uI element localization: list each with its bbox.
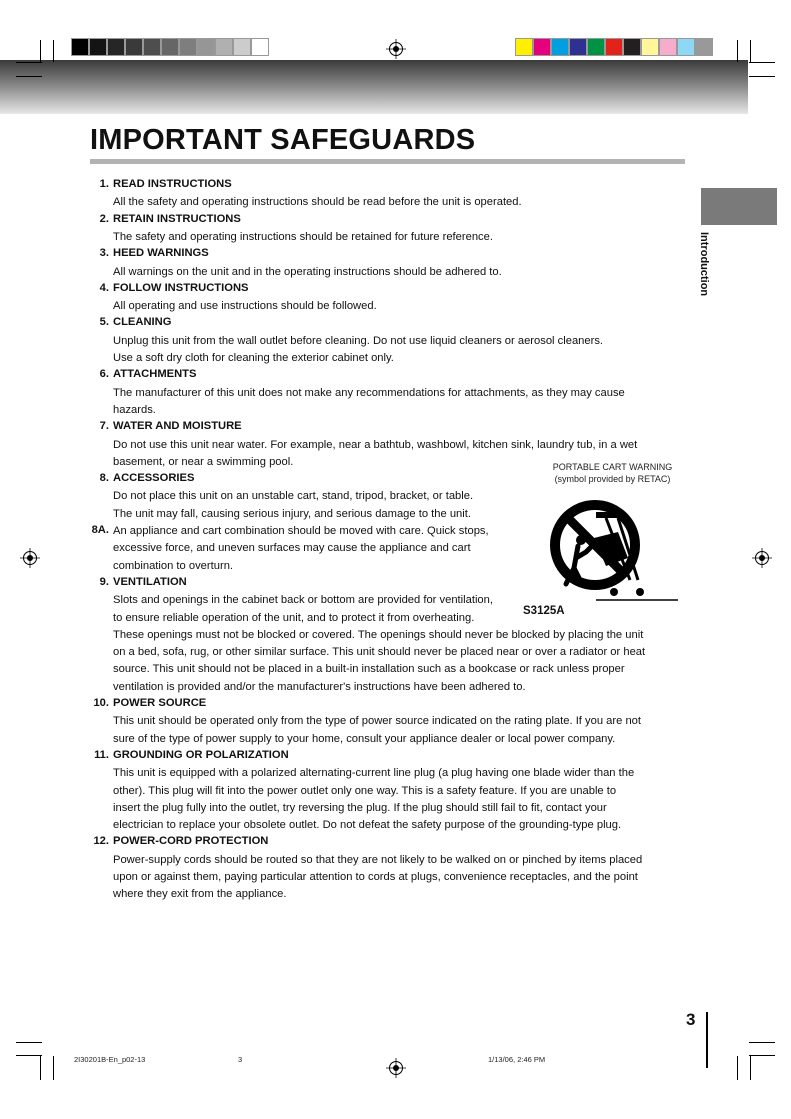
item-number: 4.	[99, 281, 109, 294]
item-number: 8.	[99, 472, 109, 485]
gray-calibration-bar	[71, 38, 269, 56]
color-swatch	[179, 38, 197, 56]
crop-mark	[749, 62, 775, 63]
item-text-line: Do not use this unit near water. For example, near a bathtub, washbowl, kitchen sink, laundry tub, in a wet	[113, 438, 638, 451]
color-swatch	[251, 38, 269, 56]
item-text-line: source. This unit should not be placed in a built-in installation such as a bookcase or rack unless proper	[113, 663, 625, 676]
registration-mark-icon	[20, 548, 40, 568]
item-text-line: All the safety and operating instructions should be read before the unit is operated.	[113, 196, 522, 209]
item-number: 2.	[99, 212, 109, 225]
color-swatch	[71, 38, 89, 56]
section-tab	[701, 188, 777, 225]
cart-warning-caption-line2: (symbol provided by RETAC)	[554, 473, 671, 484]
color-swatch	[551, 38, 569, 56]
color-swatch	[587, 38, 605, 56]
header-gradient-band	[0, 60, 748, 114]
item-heading: ACCESSORIES	[113, 472, 195, 485]
crop-mark	[750, 40, 751, 62]
item-text-line: basement, or near a swimming pool.	[113, 455, 294, 468]
crop-mark	[749, 1042, 775, 1043]
registration-mark-icon	[386, 1058, 406, 1078]
crop-mark	[737, 40, 738, 62]
item-text-line: on a bed, sofa, rug, or other similar surface. This unit should never be placed near or over a radiator or heat	[113, 646, 646, 659]
item-number: 11.	[94, 748, 109, 761]
footer-file-name: 2I30201B-En_p02-13	[74, 1055, 146, 1064]
item-text-line: electrician to replace your obsolete outlet. Do not defeat the safety purpose of the grounding-type plug.	[113, 819, 622, 832]
crop-mark	[749, 76, 775, 77]
item-text-line: The unit may fall, causing serious injury, and serious damage to the unit.	[113, 507, 471, 520]
item-heading: VENTILATION	[113, 575, 187, 588]
item-text-line: All operating and use instructions should be followed.	[113, 300, 377, 313]
cart-warning-caption	[530, 462, 695, 485]
registration-mark-icon	[752, 548, 772, 568]
item-text-line: The manufacturer of this unit does not make any recommendations for attachments, as they may cause	[113, 386, 625, 399]
item-text-line: The safety and operating instructions should be retained for future reference.	[113, 230, 493, 243]
color-swatch	[107, 38, 125, 56]
item-text-line: Power-supply cords should be routed so that they are not likely to be walked on or pinched by items placed	[113, 853, 643, 866]
item-number: 1.	[99, 178, 109, 190]
item-heading: RETAIN INSTRUCTIONS	[113, 212, 241, 225]
item-text-line: Unplug this unit from the wall outlet before cleaning. Do not use liquid cleaners or aerosol cleaners.	[113, 334, 604, 347]
item-number: 8A.	[91, 524, 109, 536]
crop-mark	[40, 1056, 41, 1080]
color-swatch	[659, 38, 677, 56]
item-text-line: other). This plug will fit into the power outlet only one way. This is a safety feature. If you are unable to	[113, 784, 617, 797]
cart-warning-code: S3125A	[523, 605, 565, 617]
color-swatch	[695, 38, 713, 56]
item-heading: READ INSTRUCTIONS	[113, 178, 232, 190]
item-text-line: combination to overturn.	[113, 559, 234, 572]
item-number: 5.	[99, 316, 109, 329]
color-swatch	[233, 38, 251, 56]
item-text-line: Do not place this unit on an unstable cart, stand, tripod, bracket, or table.	[113, 490, 474, 503]
crop-mark	[53, 40, 54, 62]
color-swatch	[161, 38, 179, 56]
item-number: 9.	[99, 575, 109, 588]
item-text-line: ventilation is provided and/or the manufacturer's instructions have been adhered to.	[113, 680, 526, 693]
item-text-line: where they exit from the appliance.	[113, 888, 287, 901]
item-heading: GROUNDING OR POLARIZATION	[113, 748, 289, 761]
item-heading: FOLLOW INSTRUCTIONS	[113, 281, 249, 294]
item-number: 12.	[93, 835, 109, 848]
crop-mark	[16, 1055, 42, 1056]
item-heading: POWER-CORD PROTECTION	[113, 835, 269, 848]
crop-mark	[749, 1055, 775, 1056]
crop-mark	[16, 62, 42, 63]
color-swatch	[605, 38, 623, 56]
item-heading: ATTACHMENTS	[113, 368, 197, 381]
color-swatch	[515, 38, 533, 56]
color-swatch	[89, 38, 107, 56]
crop-mark	[16, 1042, 42, 1043]
page-title: IMPORTANT SAFEGUARDS	[90, 124, 476, 156]
item-text-line: These openings must not be blocked or covered. The openings should never be blocked by placing the unit	[113, 628, 644, 641]
color-swatch	[215, 38, 233, 56]
item-text-line: to ensure reliable operation of the unit, and to protect it from overheating.	[113, 611, 475, 624]
item-text-line: hazards.	[113, 403, 156, 416]
color-swatch	[641, 38, 659, 56]
item-text-line: This unit is equipped with a polarized alternating-current line plug (a plug having one blade wider than the	[113, 767, 635, 780]
color-swatch	[569, 38, 587, 56]
color-swatch	[533, 38, 551, 56]
item-text-line: Slots and openings in the cabinet back or bottom are provided for ventilation,	[113, 594, 493, 607]
item-text-line: upon or against them, paying particular attention to cords at plugs, convenience receptacles, and the point	[113, 871, 638, 883]
item-heading: POWER SOURCE	[113, 697, 207, 709]
item-text-line: sure of the type of power supply to your home, consult your appliance dealer or local power company.	[113, 732, 616, 745]
title-underline	[90, 159, 685, 164]
color-swatch	[623, 38, 641, 56]
portable-cart-warning-icon	[548, 488, 678, 608]
item-heading: CLEANING	[113, 316, 172, 329]
color-swatch	[677, 38, 695, 56]
item-text-line: insert the plug fully into the outlet, try reversing the plug. If the plug should still fail to fit, contact your	[113, 801, 607, 814]
page-number: 3	[686, 1010, 696, 1029]
crop-mark	[53, 1056, 54, 1080]
item-text-line: Use a soft dry cloth for cleaning the exterior cabinet only.	[113, 352, 394, 364]
item-text-line: excessive force, and uneven surfaces may cause the appliance and cart	[113, 542, 471, 555]
color-calibration-bar	[515, 38, 713, 56]
footer-page: 3	[238, 1055, 243, 1064]
item-text-line: This unit should be operated only from the type of power source indicated on the rating plate. If you are not	[113, 715, 641, 728]
item-heading: WATER AND MOISTURE	[113, 420, 242, 433]
color-swatch	[143, 38, 161, 56]
item-number: 6.	[99, 368, 109, 381]
crop-mark	[16, 76, 42, 77]
item-text-line: All warnings on the unit and in the operating instructions should be adhered to.	[113, 265, 502, 278]
page-number-rule	[706, 1012, 708, 1068]
item-number: 3.	[99, 247, 109, 260]
color-swatch	[197, 38, 215, 56]
crop-mark	[737, 1056, 738, 1080]
footer-datetime: 1/13/06, 2:46 PM	[488, 1055, 546, 1064]
item-number: 10.	[93, 697, 109, 709]
item-number: 7.	[99, 420, 109, 433]
item-heading: HEED WARNINGS	[113, 247, 209, 260]
crop-mark	[40, 40, 41, 62]
item-text-line: An appliance and cart combination should be moved with care. Quick stops,	[113, 525, 489, 537]
section-tab-label: Introduction	[698, 232, 710, 297]
crop-mark	[750, 1056, 751, 1080]
cart-warning-caption-line1: PORTABLE CART WARNING	[552, 462, 673, 472]
color-swatch	[125, 38, 143, 56]
registration-mark-icon	[386, 39, 406, 59]
